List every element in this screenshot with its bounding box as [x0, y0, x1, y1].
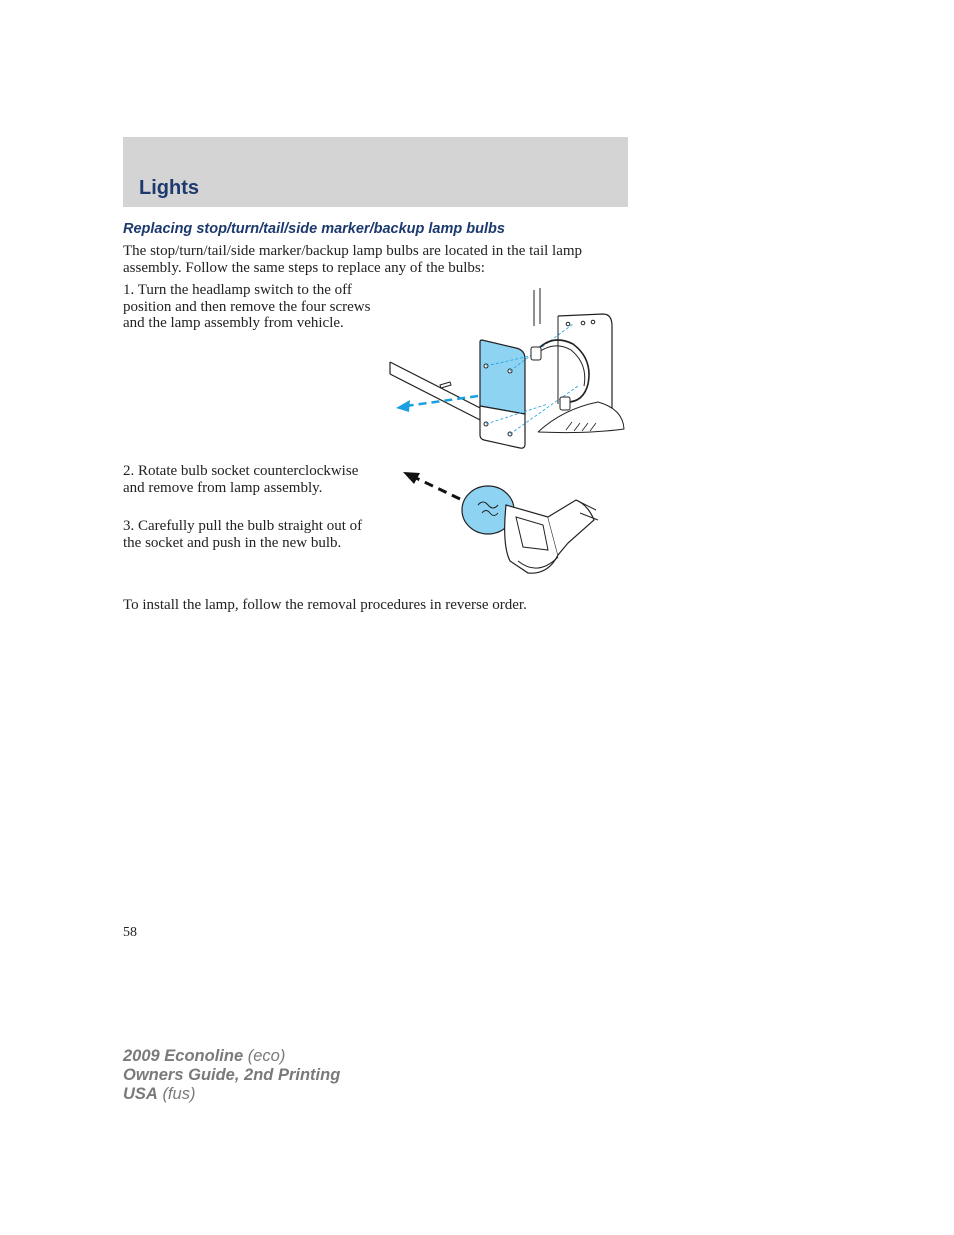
footer-model: 2009 Econoline	[123, 1047, 244, 1065]
footer-market-code: (fus)	[162, 1085, 196, 1103]
closing-paragraph: To install the lamp, follow the removal procedures in reverse order.	[123, 597, 527, 613]
footer-market: USA	[123, 1085, 158, 1103]
step-3: 3. Carefully pull the bulb straight out of the socket and push in the new bulb.	[123, 518, 363, 551]
page-number: 58	[123, 925, 137, 940]
bulb-socket-illustration	[398, 465, 608, 585]
footer-line-1	[123, 1047, 340, 1066]
step-2: 2. Rotate bulb socket counterclockwise and remove from lamp assembly.	[123, 463, 359, 496]
footer	[123, 1047, 340, 1104]
section-banner	[123, 137, 628, 207]
footer-line-3	[123, 1085, 340, 1104]
step-1: 1. Turn the headlamp switch to the off position and then remove the four screws and the lamp assembly from vehicle.	[123, 282, 371, 331]
footer-line-2: Owners Guide, 2nd Printing	[123, 1066, 341, 1084]
footer-model-code: (eco)	[247, 1047, 286, 1065]
section-title: Lights	[139, 177, 199, 199]
subheading: Replacing stop/turn/tail/side marker/backup lamp bulbs	[123, 221, 505, 237]
tail-lamp-removal-illustration	[388, 284, 628, 454]
intro-paragraph: The stop/turn/tail/side marker/backup lamp bulbs are located in the tail lamp assembly. Follow the same steps to replace any of the bulbs:	[123, 243, 583, 276]
